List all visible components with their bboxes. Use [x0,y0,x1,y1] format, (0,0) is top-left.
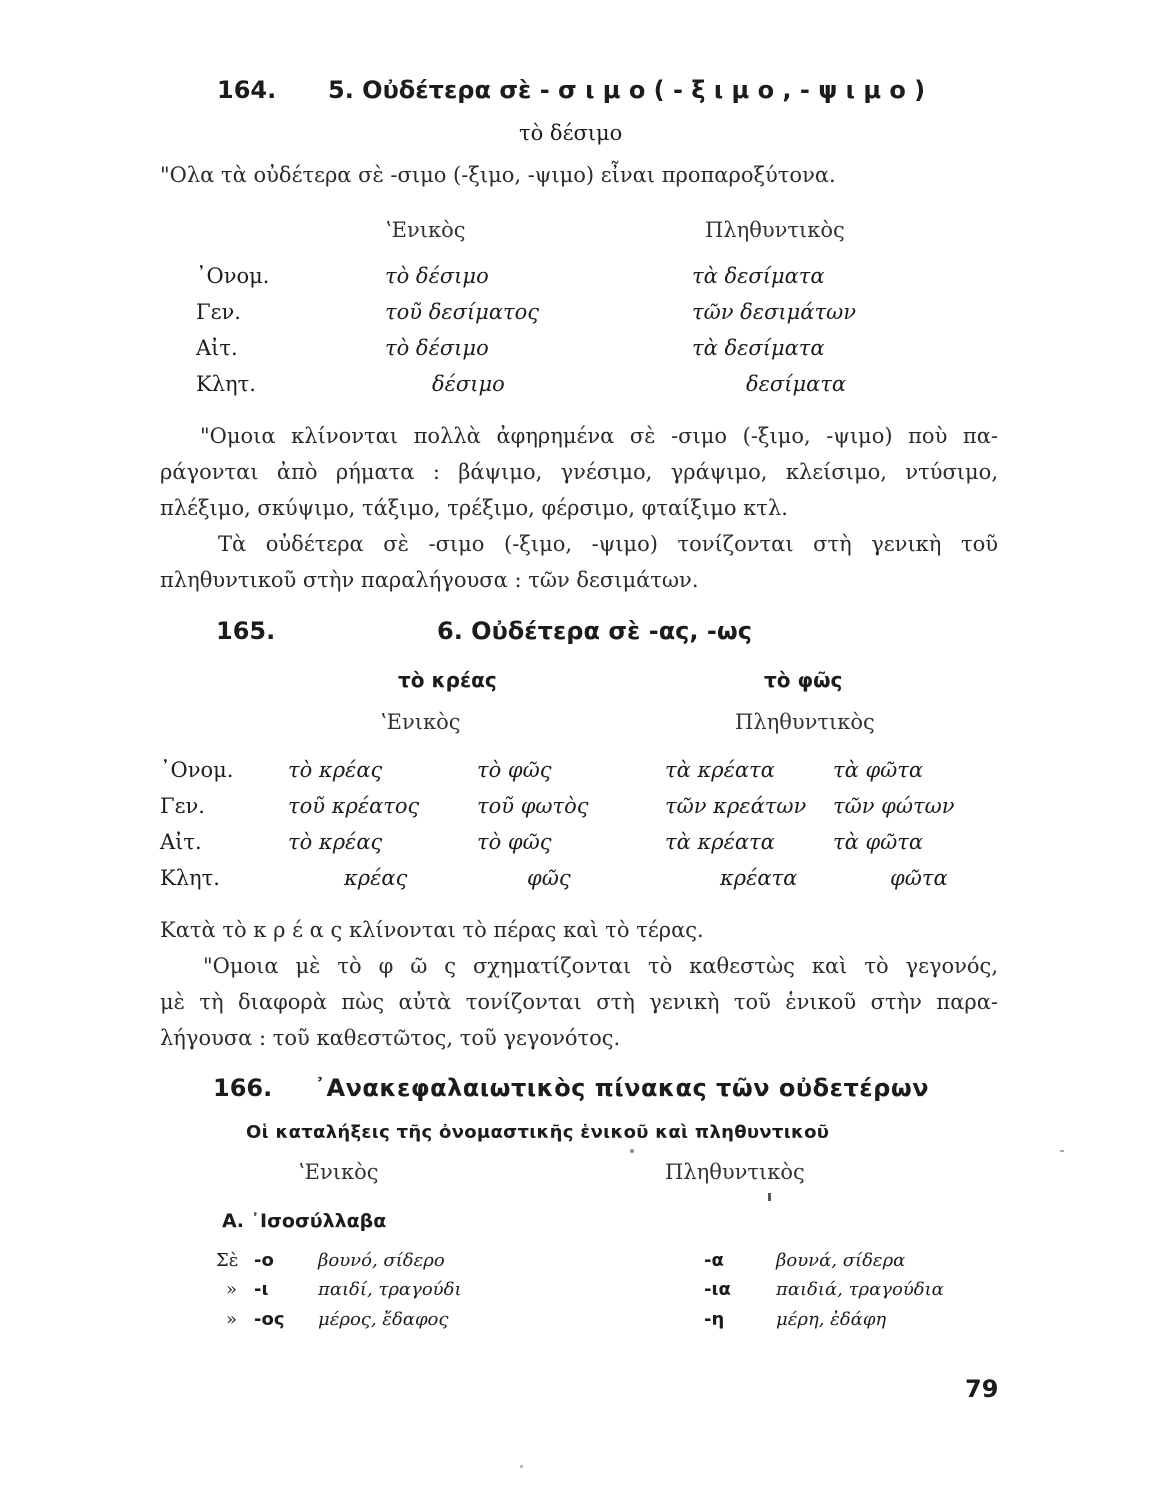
singular-ending: -ο [254,1250,274,1271]
paragraph-line: ράγονται ἀπὸ ρήματα : βάψιμο, γνέσιμο, γράψιμο, κλείσιμο, ντύσιμο, [160,460,998,484]
singular-form: τὸ δέσιμο [385,264,489,288]
section-number-165: 165. [216,617,276,645]
section-164-heading: 5. Οὐδέτερα σὲ - σ ι μ ο ( - ξ ι μ ο , - ψ ι μ ο ) [328,76,926,104]
singular-examples: παιδί, τραγούδι [318,1279,462,1300]
section-166-heading: ᾿Ανακεφαλαιωτικὸς πίνακας τῶν οὐδετέρων [314,1074,930,1102]
col-plural-label: Πληθυντικὸς [735,710,875,734]
example-word-fos: τὸ φῶς [764,668,843,692]
plural-form: τὰ δεσίματα [692,264,825,288]
plural-form: τὰ κρέατα [665,830,775,854]
singular-form: τοῦ φωτὸς [477,794,589,818]
row-lead: » [226,1279,238,1300]
singular-ending: -ι [254,1279,269,1300]
case-label: Κλητ. [196,372,256,396]
plural-form: κρέατα [720,866,798,890]
plural-form: τὰ κρέατα [665,758,775,782]
section-number-166: 166. [213,1074,273,1102]
plural-ending: -ια [704,1279,731,1300]
scan-speck [1060,1150,1064,1152]
paragraph-line: λήγουσα : τοῦ καθεστῶτος, τοῦ γεγονότος. [160,1026,621,1050]
case-label: Γεν. [160,794,205,818]
row-lead: » [226,1309,238,1330]
plural-form: τὰ φῶτα [833,758,924,782]
section-number-164: 164. [217,76,277,104]
example-word-kreas: τὸ κρέας [398,668,497,692]
group-title: Α. ᾿Ισοσύλλαβα [222,1210,387,1232]
plural-ending: -η [704,1309,725,1330]
paragraph-line: πλέξιμο, σκύψιμο, τάξιμο, τρέξιμο, φέρσιμο, φταίξιμο κτλ. [160,496,788,520]
section-165-heading: 6. Οὐδέτερα σὲ -ας, -ως [437,617,752,645]
plural-form: τὰ φῶτα [833,830,924,854]
singular-ending: -ος [254,1309,285,1330]
singular-examples: μέρος, ἔδαφος [318,1309,449,1330]
singular-form: δέσιμο [432,372,505,396]
singular-form: τὸ δέσιμο [385,336,489,360]
paragraph-line: Τὰ οὐδέτερα σὲ -σιμο (-ξιμο, -ψιμο) τονίζονται στὴ γενικὴ τοῦ [218,532,998,556]
paragraph-line: "Ομοια κλίνονται πολλὰ ἀφηρημένα σὲ -σιμο (-ξιμο, -ψιμο) ποὺ πα- [200,424,998,448]
page-number: 79 [965,1375,999,1403]
col-singular-label: ʽΕνικὸς [385,218,466,242]
singular-form: τὸ κρέας [288,758,383,782]
section-164-intro: "Ολα τὰ οὐδέτερα σὲ -σιμο (-ξιμο, -ψιμο) εἶναι προπαροξύτονα. [160,163,836,187]
case-label: Γεν. [196,300,241,324]
section-166-subheading: Οἱ καταλήξεις τῆς ὀνομαστικῆς ἑνικοῦ καὶ πληθυντικοῦ [246,1122,830,1143]
plural-form: φῶτα [890,866,948,890]
col-plural-label: Πληθυντικὸς [665,1160,805,1184]
singular-form: τὸ φῶς [477,830,552,854]
paragraph-line: μὲ τὴ διαφορὰ πὼς αὐτὰ τονίζονται στὴ γενικὴ τοῦ ἑνικοῦ στὴν παρα- [160,990,998,1014]
case-label: Αἰτ. [160,830,202,854]
plural-form: δεσίματα [746,372,847,396]
singular-examples: βουνό, σίδερο [318,1250,445,1271]
singular-form: κρέας [344,866,408,890]
paragraph-line: Κατὰ τὸ κ ρ έ α ς κλίνονται τὸ πέρας καὶ τὸ τέρας. [160,918,704,942]
plural-form: τῶν φώτων [833,794,955,818]
scan-speck [630,1149,634,1153]
plural-form: τῶν κρεάτων [665,794,807,818]
paragraph-line: "Ομοια μὲ τὸ φ ῶ ς σχηματίζονται τὸ καθεστὼς καὶ τὸ γεγονός, [203,954,998,978]
scan-speck [768,1193,771,1201]
plural-form: τῶν δεσιμάτων [692,300,857,324]
plural-examples: βουνά, σίδερα [776,1250,906,1271]
case-label: ᾿Ονομ. [196,264,270,288]
plural-examples: παιδιά, τραγούδια [776,1279,944,1300]
plural-form: τὰ δεσίματα [692,336,825,360]
singular-form: τοῦ δεσίματος [385,300,540,324]
col-singular-label: ʽΕνικὸς [298,1160,379,1184]
case-label: Κλητ. [160,866,220,890]
case-label: Αἰτ. [196,336,238,360]
section-164-subtitle: τὸ δέσιμο [519,121,623,145]
singular-form: τὸ φῶς [477,758,552,782]
singular-form: φῶς [527,866,571,890]
plural-examples: μέρη, ἐδάφη [776,1309,887,1330]
case-label: ᾿Ονομ. [160,758,234,782]
col-plural-label: Πληθυντικὸς [705,218,845,242]
col-singular-label: ʽΕνικὸς [380,710,461,734]
singular-form: τοῦ κρέατος [288,794,420,818]
paragraph-line: πληθυντικοῦ στὴν παραλήγουσα : τῶν δεσιμάτων. [160,568,699,592]
row-lead: Σὲ [216,1250,239,1271]
scan-speck [520,1465,523,1468]
singular-form: τὸ κρέας [288,830,383,854]
plural-ending: -α [704,1250,724,1271]
